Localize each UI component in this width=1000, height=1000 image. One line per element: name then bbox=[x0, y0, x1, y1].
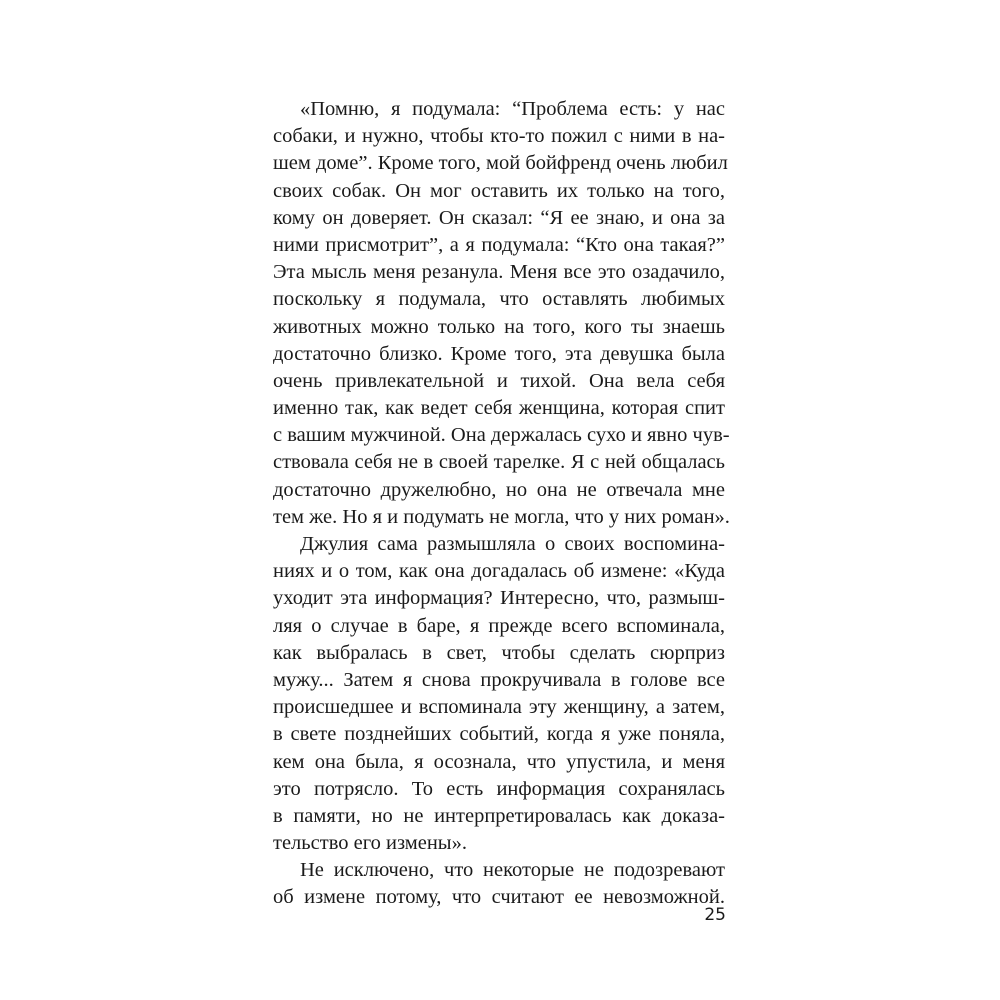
text-line: уходит эта информация? Интересно, что, размыш- bbox=[273, 587, 725, 610]
text-line: это потрясло. То есть информация сохранялась bbox=[273, 777, 725, 800]
text-line: достаточно близко. Кроме того, эта девушка была bbox=[273, 342, 725, 365]
text-line: именно так, как ведет себя женщина, которая спит bbox=[273, 397, 725, 420]
text-line: Эта мысль меня резанула. Меня все это озадачило, bbox=[273, 261, 725, 284]
page-number: 25 bbox=[704, 905, 726, 925]
text-line: поскольку я подумала, что оставлять любимых bbox=[273, 288, 725, 311]
text-line: об измене потому, что считают ее невозможной. bbox=[273, 886, 725, 909]
text-line: ляя о случае в баре, я прежде всего вспоминала, bbox=[273, 614, 725, 637]
text-line: «Помню, я подумала: “Проблема есть: у нас bbox=[300, 98, 725, 120]
text-line: тем же. Но я и подумать не могла, что у них роман». bbox=[273, 505, 730, 528]
text-line: кому он доверяет. Он сказал: “Я ее знаю, и она за bbox=[273, 206, 725, 229]
text-line: как выбралась в свет, чтобы сделать сюрприз bbox=[273, 641, 725, 664]
text-line: очень привлекательной и тихой. Она вела себя bbox=[273, 369, 725, 392]
text-line: ствовала себя не в своей тарелке. Я с ней общалась bbox=[273, 451, 725, 474]
text-line: с вашим мужчиной. Она держалась сухо и явно чув- bbox=[273, 424, 730, 447]
text-line: происшедшее и вспоминала эту женщину, а затем, bbox=[273, 696, 725, 719]
text-line: Не исключено, что некоторые не подозревают bbox=[300, 859, 725, 882]
text-line: ними присмотрит”, а я подумала: “Кто она такая?” bbox=[273, 233, 725, 256]
text-line: тельство его измены». bbox=[273, 832, 467, 855]
text-line: животных можно только на того, кого ты знаешь bbox=[273, 315, 725, 338]
text-line: собаки, и нужно, чтобы кто-то пожил с ними в на- bbox=[273, 125, 725, 148]
text-line: мужу... Затем я снова прокручивала в голове все bbox=[273, 668, 725, 691]
text-line: ниях и о том, как она догадалась об измене: «Куда bbox=[273, 560, 725, 583]
text-line: своих собак. Он мог оставить их только на того, bbox=[273, 179, 725, 202]
text-line: кем она была, я осознала, что упустила, и меня bbox=[273, 750, 725, 773]
text-line: достаточно дружелюбно, но она не отвечала мне bbox=[273, 478, 725, 501]
text-line: шем доме”. Кроме того, мой бойфренд очень любил bbox=[273, 152, 728, 175]
text-line: Джулия сама размышляла о своих воспомина- bbox=[300, 533, 725, 555]
body-text bbox=[273, 96, 730, 912]
text-line: в свете позднейших событий, когда я уже поняла, bbox=[273, 723, 725, 746]
text-line: в памяти, но не интерпретировалась как доказа- bbox=[273, 804, 725, 827]
